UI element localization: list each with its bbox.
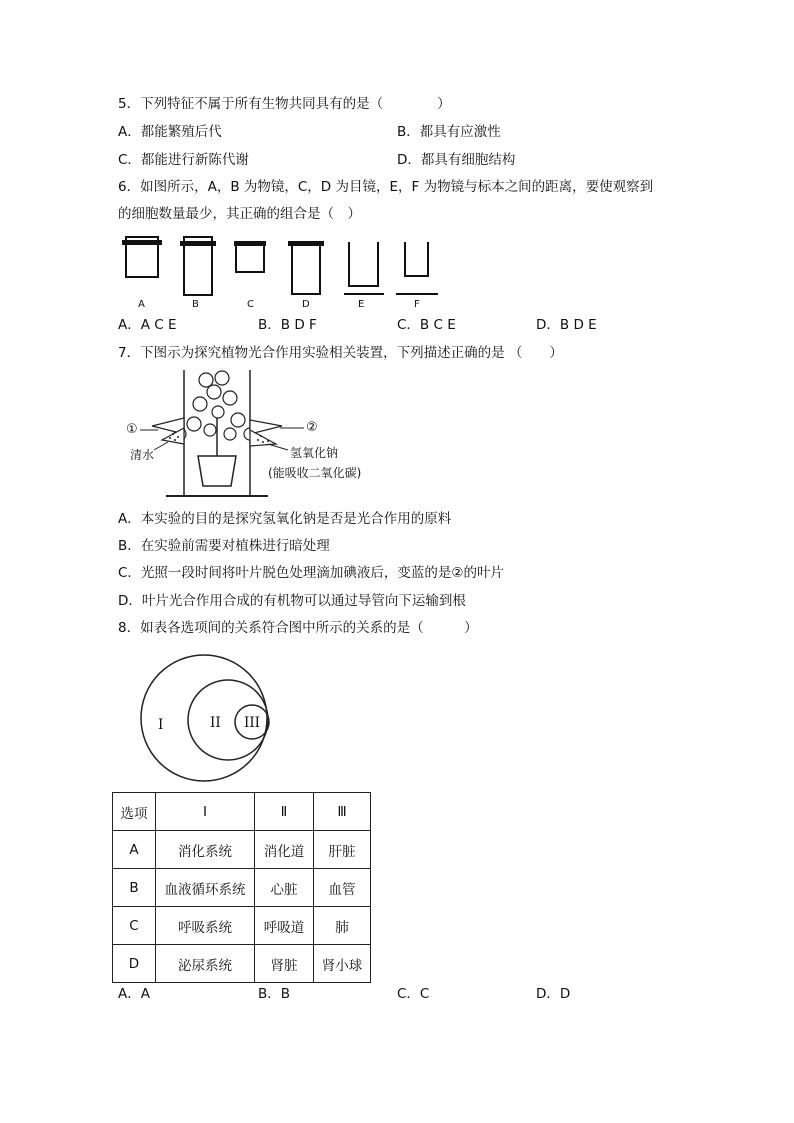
- q8-circle-label-3: III: [244, 715, 260, 731]
- lens-e-icon: [344, 242, 384, 294]
- q6-option-b: B．B D F: [258, 317, 317, 333]
- table-cell: 泌尿系统: [156, 945, 255, 983]
- table-cell: B: [113, 869, 156, 907]
- table-cell: 呼吸系统: [156, 907, 255, 945]
- table-cell: 心脏: [255, 869, 314, 907]
- q6-lens-figure: [120, 232, 450, 312]
- table-cell: 血液循环系统: [156, 869, 255, 907]
- lens-b-icon: [180, 237, 216, 295]
- q7-label-water: 清水: [130, 448, 155, 462]
- q5-option-b: B．都具有应激性: [397, 124, 501, 140]
- q6-label-e: E: [358, 299, 365, 310]
- q7-option-c: C．光照一段时间将叶片脱色处理滴加碘液后，变蓝的是②的叶片: [118, 565, 505, 581]
- lens-d-icon: [288, 241, 324, 294]
- q6-option-c: C．B C E: [397, 317, 456, 333]
- table-row: [113, 945, 371, 983]
- q7-stem: 7．下图示为探究植物光合作用实验相关装置，下列描述正确的是 （ ）: [118, 345, 563, 361]
- table-cell: D: [113, 945, 156, 983]
- q6-label-c: C: [247, 299, 254, 310]
- q8-option-d: D．D: [536, 986, 571, 1002]
- table-header-cell: Ⅱ: [255, 793, 314, 831]
- table-cell: A: [113, 831, 156, 869]
- table-row: [113, 869, 371, 907]
- table-cell: 肝脏: [314, 831, 371, 869]
- q8-options-table: [112, 792, 371, 983]
- q6-label-d: D: [302, 299, 310, 310]
- table-cell: 消化系统: [156, 831, 255, 869]
- q8-option-a: A．A: [118, 986, 150, 1002]
- q8-circle-label-2: II: [210, 715, 221, 731]
- q7-option-b: B．在实验前需要对植株进行暗处理: [118, 538, 330, 554]
- table-cell: 呼吸道: [255, 907, 314, 945]
- q8-option-c: C．C: [397, 986, 430, 1002]
- lens-a-icon: [122, 237, 162, 277]
- q7-label-naoh: 氢氧化钠: [290, 446, 339, 460]
- table-cell: 血管: [314, 869, 371, 907]
- table-header-cell: Ⅲ: [314, 793, 371, 831]
- lens-f-icon: [396, 242, 438, 294]
- table-row: [113, 831, 371, 869]
- lens-c-icon: [234, 241, 266, 272]
- q5-option-a: A．都能繁殖后代: [118, 124, 222, 140]
- q6-stem-line1: 6．如图所示，A，B 为物镜，C，D 为目镜，E，F 为物镜与标本之间的距离，要使观察到: [118, 179, 654, 195]
- table-cell: 消化道: [255, 831, 314, 869]
- q6-stem-line2: 的细胞数量最少，其正确的组合是（ ）: [118, 206, 361, 222]
- q7-marker-2: ②: [306, 420, 318, 435]
- plant-icon: [174, 371, 256, 440]
- q8-circle-label-1: I: [158, 717, 164, 733]
- q8-option-b: B．B: [258, 986, 291, 1002]
- table-header-cell: 选项: [113, 793, 156, 831]
- q7-plant-apparatus-figure: [118, 368, 378, 508]
- q6-label-b: B: [192, 299, 199, 310]
- q6-label-a: A: [138, 299, 145, 310]
- table-cell: 肺: [314, 907, 371, 945]
- q6-option-d: D．B D E: [536, 317, 597, 333]
- table-cell: C: [113, 907, 156, 945]
- table-row: [113, 907, 371, 945]
- q8-stem: 8．如表各选项间的关系符合图中所示的关系的是（ ）: [118, 620, 478, 636]
- q7-label-naoh-note: (能吸收二氧化碳): [268, 466, 362, 480]
- table-cell: 肾小球: [314, 945, 371, 983]
- q6-option-a: A．A C E: [118, 317, 177, 333]
- q7-option-a: A．本实验的目的是探究氢氧化钠是否是光合作用的原料: [118, 511, 452, 527]
- table-header-cell: I: [156, 793, 255, 831]
- q7-option-d: D．叶片光合作用合成的有机物可以通过导管向下运输到根: [118, 593, 466, 609]
- q5-option-d: D．都具有细胞结构: [397, 152, 516, 168]
- q7-marker-1: ①: [126, 422, 138, 437]
- q5-stem: 5．下列特征不属于所有生物共同具有的是（ ）: [118, 96, 451, 112]
- q6-label-f: F: [414, 299, 420, 310]
- table-cell: 肾脏: [255, 945, 314, 983]
- q5-option-c: C．都能进行新陈代谢: [118, 152, 249, 168]
- table-header-row: [113, 793, 371, 831]
